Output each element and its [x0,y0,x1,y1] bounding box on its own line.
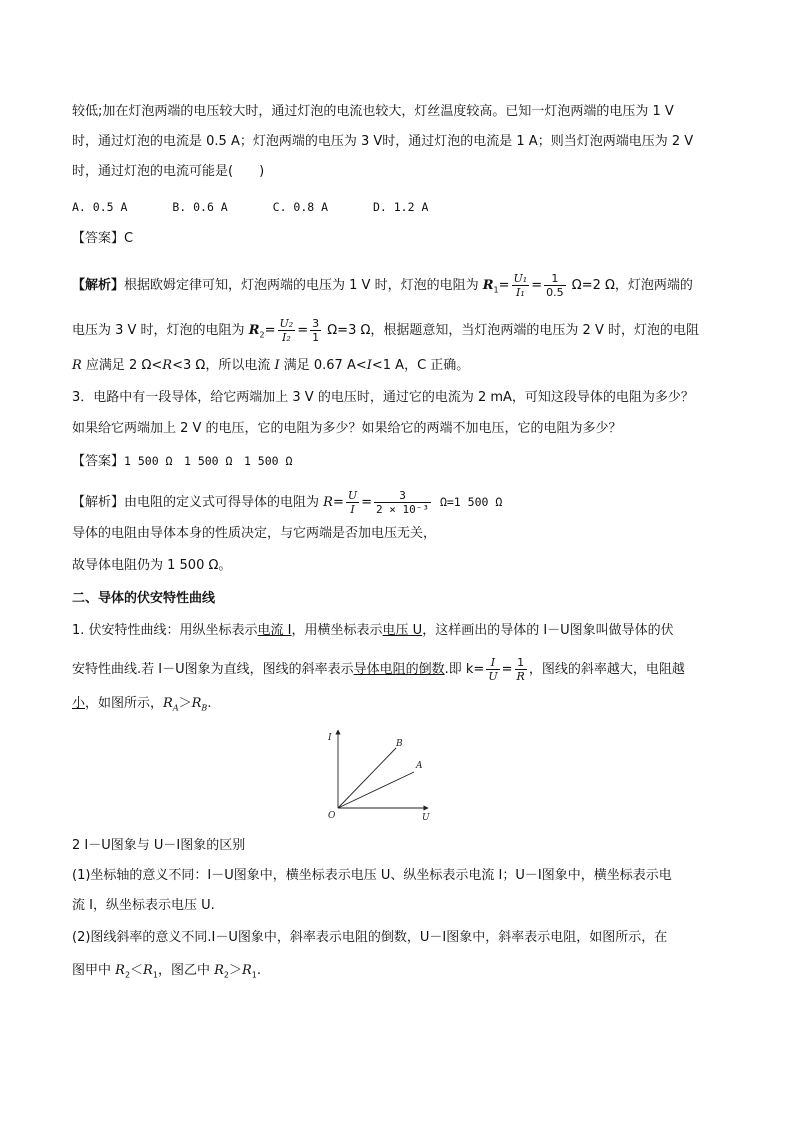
option-a: A. 0.5 A [72,200,128,214]
item-2-p1-line-1: (1)坐标轴的意义不同：I－U图象中，横坐标表示电压 U、纵坐标表示电流 I；U－I图象中，横坐标表示电 [72,868,672,883]
analysis-1-line-3: R 应满足 2 Ω<R<3 Ω，所以电流 I 满足 0.67 A<I<1 A，C 正确。 [72,358,470,373]
item-2-title: 2 I－U图象与 U－I图象的区别 [72,838,246,853]
fraction: $\frac{\text{U₁}}{\text{I₁}}$ [513,272,528,299]
fraction: $\frac{\text{U₂}}{\text{I₂}}$ [279,317,294,344]
analysis-label: 【解析】 [72,278,125,293]
analysis-3-line-3: 故导体电阻仍为 1 500 Ω。 [72,558,232,573]
line-b [338,748,396,808]
option-d: D. 1.2 A [372,200,429,214]
analysis-label: 【解析】 [72,495,125,510]
analysis-text: 根据欧姆定律可知，灯泡两端的电压为 1 V 时，灯泡的电阻为 [124,278,483,293]
answer-label: 【答案】 [72,454,125,469]
fraction: $\frac{I}{U}$ [488,656,498,683]
origin-label: O [328,811,336,820]
question-3-line-1: 3．电路中有一段导体，给它两端加上 3 V 的电压时，通过它的电流为 2 mA，可知这段导体的电阻为多少？ [72,390,694,405]
x-axis-label: U [422,813,430,820]
item-1-line-2: 安特性曲线.若 I－U图象为直线，图线的斜率表示导体电阻的倒数.即 k= $\frac{I}{U}$ = $\frac{1}{R}$ ，图线的斜率越大，电阻越 [72,656,685,683]
item-1-line-3: 小，如图所示，$R_A>R_B$. [72,696,212,713]
options-row [72,197,428,217]
iv-curve-figure [316,728,436,820]
fraction: $\frac{1}{R}$ [516,656,525,683]
fraction: $\frac{3}{\text{2 × 10⁻³}}$ [376,489,430,516]
item-2-p1-line-2: 流 I，纵坐标表示电压 U. [72,898,215,913]
analysis-1-line-2: 电压为 3 V 时，灯泡的电阻为 $R_2=$ $\frac{\text{U₂}}{\text{I₂}}$ = $\frac{3}{1}$ Ω=3 Ω，根据题意知，当灯泡两端的电压为 2 V 时，灯泡的电阻 [72,317,699,344]
answer-3 [72,451,292,472]
analysis-3-line-2: 导体的电阻由导体本身的性质决定，与它两端是否加电压无关， [72,526,437,541]
line-a [338,772,414,808]
fraction: $\frac{U}{I}$ [347,489,358,516]
question-text-line-1: 较低;加在灯泡两端的电压较大时，通过灯泡的电流也较大，灯丝温度较高。已知一灯泡两端的电压为 1 V [72,104,674,119]
fraction: $\frac{3}{1}$ [312,317,320,344]
answer-value: C [124,231,134,246]
analysis-3-line-1: 【解析】由电阻的定义式可得导体的电阻为 R= $\frac{U}{I}$ = $\frac{3}{\text{2 × 10⁻³}}$ Ω=1 500 Ω [72,489,503,516]
line-a-label: A [416,761,423,771]
question-3-line-2: 如果给它两端加上 2 V 的电压，它的电阻为多少？如果给它的两端不加电压，它的电阻为多少？ [72,421,622,436]
option-c: C. 0.8 A [272,200,329,214]
item-2-p2-line-2: 图甲中 $R_2<R_1$，图乙中 $R_2>R_1$. [72,963,262,980]
answer-1 [72,229,133,249]
question-text-line-2: 时，通过灯泡的电流是 0.5 A；灯泡两端的电压为 3 V时，通过灯泡的电流是 1 A；则当灯泡两端电压为 2 V [72,134,694,149]
answer-value: 1 500 Ω 1 500 Ω 1 500 Ω [124,454,293,468]
item-2-p2-line-1: (2)图线斜率的意义不同.I－U图象中，斜率表示电阻的倒数，U－I图象中，斜率表示电阻，如图所示，在 [72,930,668,945]
analysis-1-line-1: 【解析】根据欧姆定律可知，灯泡两端的电压为 1 V 时，灯泡的电阻为 $R_1=$ $\frac{\text{U₁}}{\text{I₁}}$ = $\frac{1}{0.5}$ Ω=2 Ω，灯泡两端的 [72,272,693,299]
line-b-label: B [396,739,403,749]
y-axis-label: I [328,733,332,743]
option-b: B. 0.6 A [172,200,228,214]
section-2-title: 二、导体的伏安特性曲线 [72,591,216,606]
fraction: $\frac{1}{0.5}$ [546,272,564,299]
question-text-line-3: 时，通过灯泡的电流可能是( ) [72,164,265,179]
answer-label: 【答案】 [72,231,125,246]
item-1-line-1: 1. 伏安特性曲线：用纵坐标表示电流 I，用横坐标表示电压 U，这样画出的导体的 I－U图象叫做导体的伏 [72,623,674,638]
